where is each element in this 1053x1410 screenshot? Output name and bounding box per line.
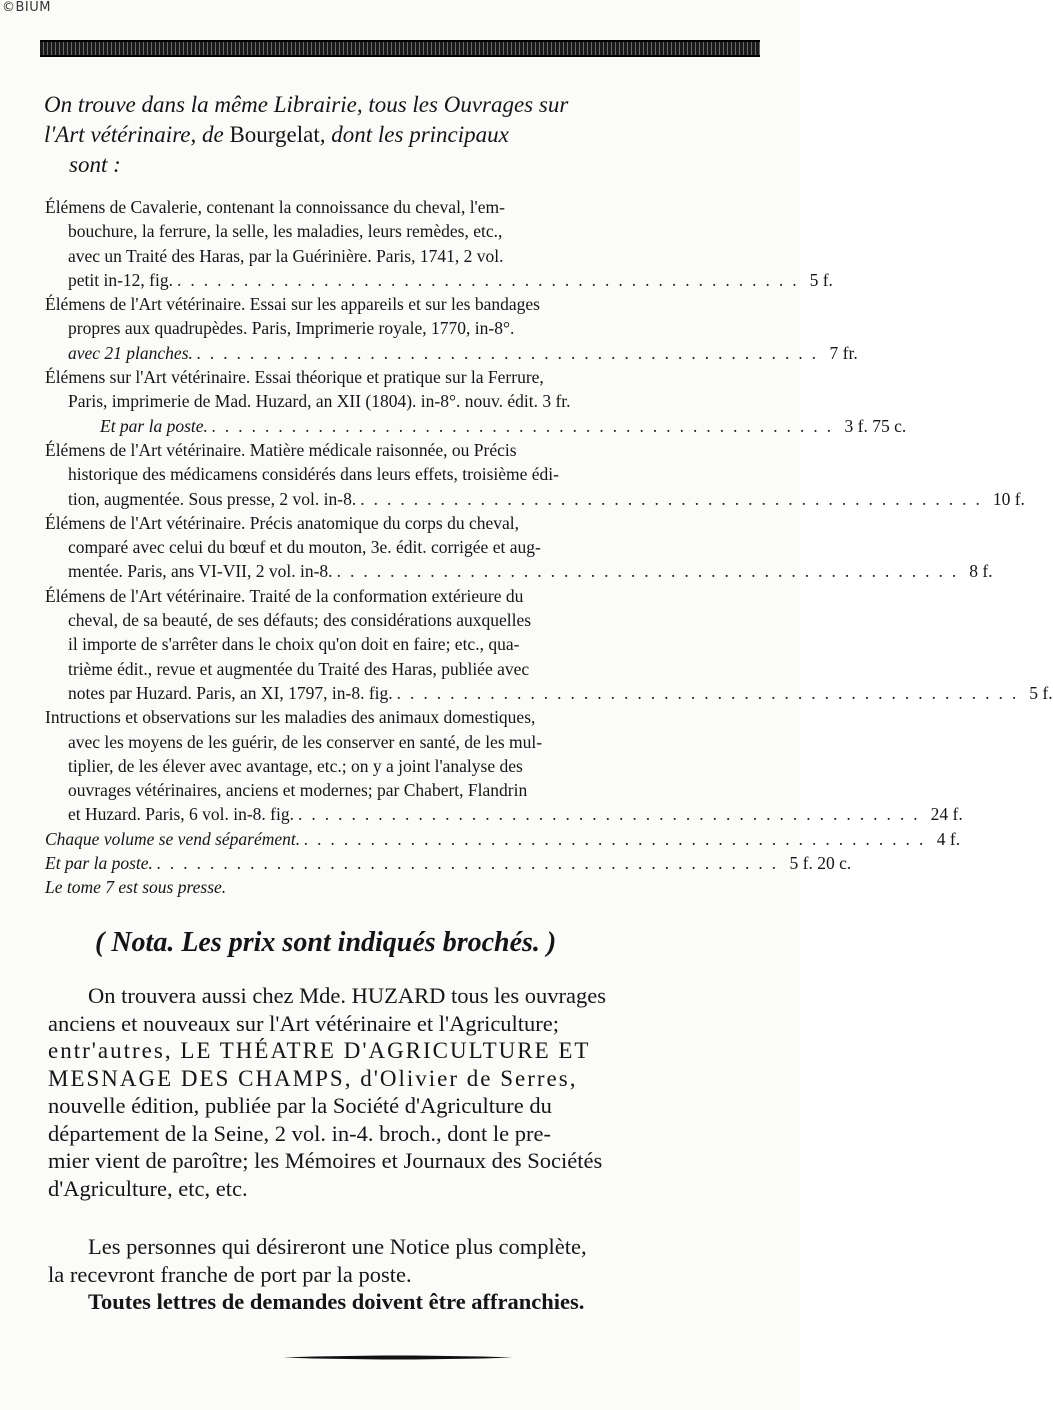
paragraph-line: entr'autres, LE THÉATRE D'AGRICULTURE ET <box>48 1038 591 1063</box>
entry-last-line: tion, augmentée. Sous presse, 2 vol. in-8. <box>68 488 357 509</box>
entry-line: Paris, imprimerie de Mad. Huzard, an XII (1804). in-8°. nouv. édit. 3 fr. <box>68 391 571 412</box>
leader-dots: ............................................... <box>360 488 989 509</box>
catalogue-list <box>45 195 1053 900</box>
entry-price: 8 f. <box>969 561 993 582</box>
nota-note: ( Nota. Les prix sont indiqués brochés. ) <box>95 927 557 958</box>
leader-dots: ............................................... <box>196 342 826 363</box>
entry-price-line <box>45 414 907 438</box>
intro-line-1: On trouve dans la même Librairie, tous les Ouvrages sur <box>44 92 569 117</box>
entry-line: avec un Traité des Haras, par la Guérinière. Paris, 1741, 2 vol. <box>68 245 504 266</box>
entry-price: 5 f. <box>1029 682 1053 703</box>
bottom-ornamental-rule <box>283 1355 513 1360</box>
paragraph-line: Les personnes qui désireront une Notice plus complète, <box>88 1234 587 1259</box>
paragraph-line: MESNAGE DES CHAMPS, d'Olivier de Serres, <box>48 1065 578 1091</box>
leader-dots: ............................................... <box>336 561 966 582</box>
catalogue-entry <box>45 438 1025 511</box>
top-ornamental-rule <box>40 40 760 57</box>
entry-line: bouchure, la ferrure, la selle, les maladies, leurs remèdes, etc., <box>68 221 503 242</box>
entry-price: 5 f. <box>809 269 833 290</box>
catalogue-entry <box>45 511 993 584</box>
entry-price-line <box>45 268 833 292</box>
sub-entry <box>45 851 852 875</box>
intro-line-2-c: , dont les principaux <box>319 122 509 147</box>
entry-price: 3 f. 75 c. <box>844 415 907 436</box>
entry-price-line <box>45 559 993 583</box>
entry-line: Élémens sur l'Art vétérinaire. Essai théorique et pratique sur la Ferrure, <box>45 367 544 388</box>
paragraph-line: nouvelle édition, publiée par la Société d'Agriculture du <box>48 1093 552 1118</box>
catalogue-entry <box>45 584 1053 705</box>
sub-entry <box>45 827 961 851</box>
paragraph-line: d'Agriculture, etc, etc. <box>48 1175 248 1201</box>
sub-entry-text: Chaque volume se vend séparément. <box>45 828 301 849</box>
entry-price: 10 f. <box>992 488 1025 509</box>
intro-line-3: sont : <box>69 152 121 177</box>
paragraph-notice <box>48 1233 768 1316</box>
entry-line: propres aux quadrupèdes. Paris, Imprimerie royale, 1770, in-8°. <box>68 318 515 339</box>
leader-dots: ............................................... <box>211 415 841 436</box>
entry-line: historique des médicamens considérés dans leurs effets, troisième édi- <box>68 464 559 485</box>
entry-price-line <box>45 487 1025 511</box>
sub-entry-text: Le tome 7 est sous presse. <box>45 877 227 898</box>
sub-entry-price: 5 f. 20 c. <box>789 853 852 874</box>
entry-last-line: Et par la poste. <box>100 415 208 436</box>
entry-price-line <box>45 802 963 826</box>
paragraph-line: On trouvera aussi chez Mde. HUZARD tous les ouvrages <box>88 983 607 1008</box>
intro-line-2 <box>44 120 759 150</box>
entry-line: Élémens de l'Art vétérinaire. Traité de la conformation extérieure du <box>45 585 524 606</box>
intro-line-2-a: l'Art vétérinaire, de <box>44 122 230 147</box>
entry-last-line: avec 21 planches. <box>68 342 193 363</box>
catalogue-entry <box>45 705 963 826</box>
paragraph-line: anciens et nouveaux sur l'Art vétérinaire et l'Agriculture; <box>48 1010 560 1036</box>
paragraph-line: la recevront franche de port par la poste. <box>48 1261 412 1287</box>
entry-price: 7 fr. <box>829 342 858 363</box>
leader-dots: ............................................... <box>304 828 933 849</box>
entry-line: Intructions et observations sur les maladies des animaux domestiques, <box>45 707 536 728</box>
sub-entry <box>45 875 770 899</box>
entry-line: il importe de s'arrêter dans le choix qu'on doit en faire; etc., qua- <box>68 634 520 655</box>
sub-entry-text: Et par la poste. <box>45 853 153 874</box>
entry-line: Élémens de l'Art vétérinaire. Précis anatomique du corps du cheval, <box>45 512 520 533</box>
entry-last-line: petit in-12, fig. <box>68 269 173 290</box>
entry-line: tiplier, de les élever avec avantage, etc.; on y a joint l'analyse des <box>68 755 523 776</box>
catalogue-entry <box>45 195 833 292</box>
catalogue-entry <box>45 365 907 438</box>
entry-price: 24 f. <box>930 804 963 825</box>
catalogue-entry <box>45 292 858 365</box>
author-name: Bourgelat <box>229 122 320 147</box>
entry-line: trième édit., revue et augmentée du Traité des Haras, publiée avec <box>68 658 530 679</box>
entry-line: cheval, de sa beauté, de ses défauts; des considérations auxquelles <box>68 610 532 631</box>
entry-price-line <box>45 341 858 365</box>
entry-last-line: notes par Huzard. Paris, an XI, 1797, in-8. fig. <box>68 682 393 703</box>
paragraph-line: département de la Seine, 2 vol. in-4. broch., dont le pre- <box>48 1120 551 1146</box>
entry-line: avec les moyens de les guérir, de les conserver en santé, de les mul- <box>68 731 543 752</box>
leader-dots: ............................................... <box>156 853 786 874</box>
sub-entry-price: 4 f. <box>936 828 961 849</box>
entry-line: comparé avec celui du bœuf et du mouton, 3e. édit. corrigée et aug- <box>68 537 541 558</box>
paragraph-huzard <box>48 982 768 1202</box>
entry-price-line <box>45 681 1053 705</box>
entry-line: Élémens de l'Art vétérinaire. Essai sur les appareils et sur les bandages <box>45 294 540 315</box>
leader-dots: ............................................... <box>176 269 806 290</box>
leader-dots: ............................................... <box>396 682 1026 703</box>
watermark: ©BIUM <box>2 0 51 15</box>
leader-dots: ............................................... <box>298 804 927 825</box>
entry-line: ouvrages vétérinaires, anciens et modernes; par Chabert, Flandrin <box>68 780 528 801</box>
entry-last-line: mentée. Paris, ans VI-VII, 2 vol. in-8. <box>68 561 333 582</box>
entry-line: Élémens de Cavalerie, contenant la connoissance du cheval, l'em- <box>45 197 505 217</box>
entry-line: Élémens de l'Art vétérinaire. Matière médicale raisonnée, ou Précis <box>45 439 517 460</box>
paragraph-line: mier vient de paroître; les Mémoires et Journaux des Sociétés <box>48 1148 603 1173</box>
entry-last-line: et Huzard. Paris, 6 vol. in-8. fig. <box>68 804 294 825</box>
paragraph-line: Toutes lettres de demandes doivent être affranchies. <box>88 1289 585 1314</box>
intro-heading <box>44 90 759 180</box>
